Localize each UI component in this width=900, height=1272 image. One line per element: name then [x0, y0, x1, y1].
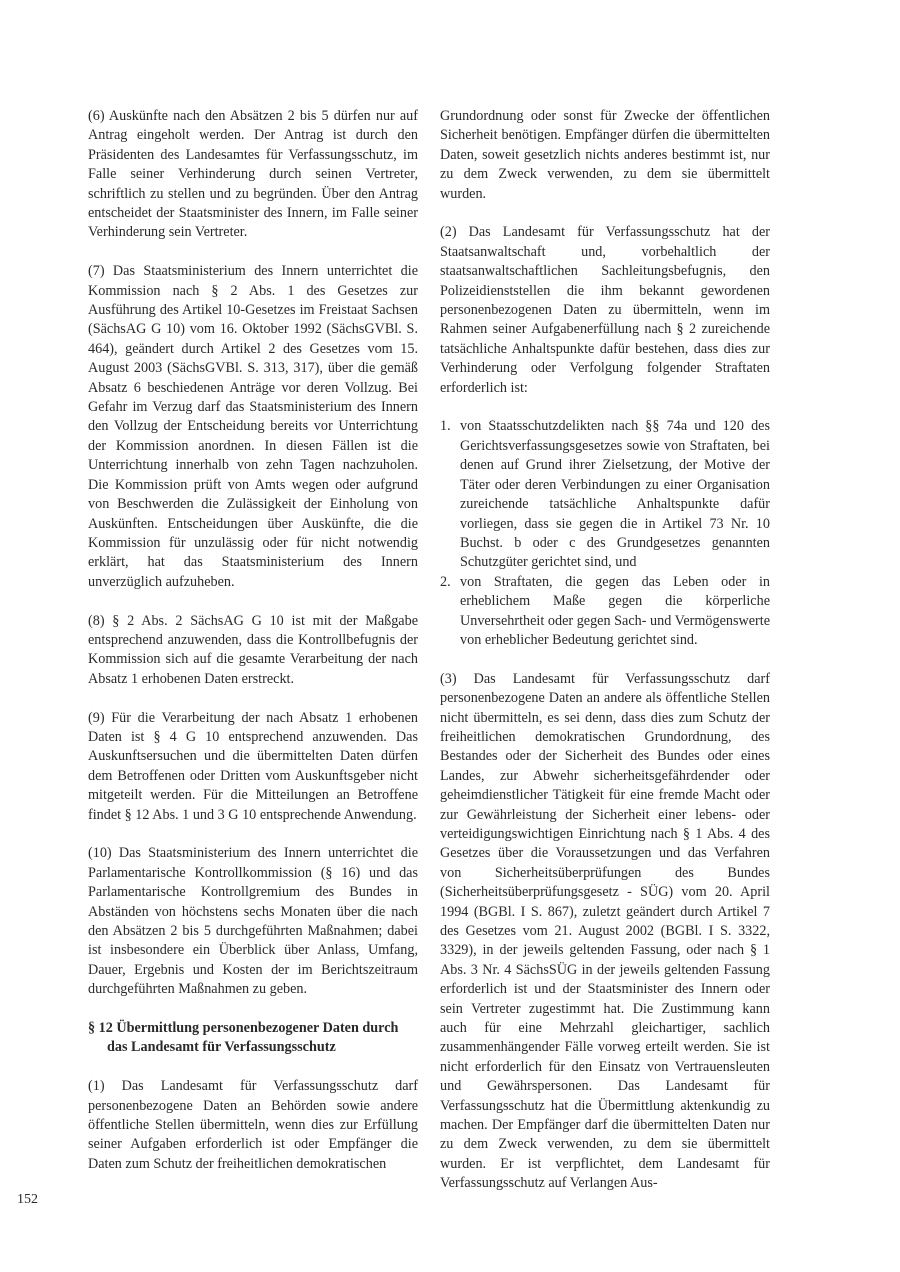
- section-12-paragraph-3: (3) Das Landesamt für Verfassungsschutz darf personenbezogene Daten an andere als öffentliche Stellen nicht übermitteln, es sei denn, dass dies zum Schutz der freiheitlichen demokratischen Grundordnung, des Bestandes oder der Sicherheit des Bundes oder eines Landes, zur Abwehr sicherheitsgefährdender oder geheimdienstlicher Tätigkeit für eine fremde Macht oder zur Gewährleistung der Sicherheit einer lebens- oder verteidigungswichtigen Einrichtung nach § 1 Abs. 4 des Gesetzes über die Voraussetzungen und das Verfahren von Sicherheitsüberprüfungen des Bundes (Sicherheitsüberprüfungsgesetz - SÜG) vom 20. April 1994 (BGBl. I S. 867), zuletzt geändert durch Artikel 7 des Gesetzes vom 21. August 2002 (BGBl. I S. 3322, 3329), in der jeweils geltenden Fassung, oder nach § 1 Abs. 3 Nr. 4 SächsSÜG in der jeweils geltenden Fassung erforderlich ist und der Staatsminister des Innern oder sein Vertreter zugestimmt hat. Die Zustimmung kann auch für eine Mehrzahl gleichartiger, sachlich zusammenhängender Fälle vorweg erteilt werden. Sie ist nicht erforderlich für den Einsatz von Vertrauensleuten und Gewährspersonen. Das Landesamt für Verfassungsschutz hat die Übermittlung aktenkundig zu machen. Der Empfänger darf die übermittelten Daten nur zu dem Zweck verwenden, zu dem sie übermittelt wurden. Er ist verpflichtet, dem Landesamt für Verfassungsschutz auf Verlangen Aus-: [440, 670, 770, 1192]
- section-12-paragraph-1-continued: Grundordnung oder sonst für Zwecke der öffentlichen Sicherheit benötigen. Empfänger dürfen die übermittelten Daten, soweit gesetzlich nichts anderes bestimmt ist, nur zu dem Zweck verwenden, zu dem sie übermittelt wurden.: [440, 108, 770, 202]
- list-item: [440, 417, 770, 572]
- paragraph-8: (8) § 2 Abs. 2 SächsAG G 10 ist mit der Maßgabe entsprechend anzuwenden, dass die Kontrollbefugnis der Kommission sich auf die gesamte Verarbeitung der nach Absatz 1 erhobenen Daten erstreckt.: [88, 612, 418, 687]
- paragraph-7: (7) Das Staatsministerium des Innern unterrichtet die Kommission nach § 2 Abs. 1 des Gesetzes zur Ausführung des Artikel 10-Gesetzes im Freistaat Sachsen (SächsAG G 10) vom 16. Oktober 1992 (SächsGVBl. S. 464), geändert durch Artikel 2 des Gesetzes vom 15. August 2003 (SächsGVBl. S. 313, 317), über die gemäß Absatz 6 beschiedenen Anträge vor deren Vollzug. Bei Gefahr im Verzug darf das Staatsministerium des Innern den Vollzug der Entscheidung bereits vor Unterrichtung der Kommission anordnen. In diesen Fällen ist die Unterrichtung innerhalb von zehn Tagen nachzuholen. Die Kommission prüft von Amts wegen oder aufgrund von Beschwerden die Zulässigkeit der Einholung von Auskünften. Entscheidungen über Auskünfte, die die Kommission für unzulässig oder für nicht notwendig erklärt, hat das Staatsministerium des Innern unverzüglich aufzuheben.: [88, 263, 418, 590]
- page-number: 152: [17, 1192, 38, 1207]
- paragraph-6: (6) Auskünfte nach den Absätzen 2 bis 5 dürfen nur auf Antrag eingeholt werden. Der Antrag ist durch den Präsidenten des Landesamtes für Verfassungsschutz, im Falle seiner Verhinderung durch seinen Vertreter, schriftlich zu stellen und zu begründen. Über den Antrag entscheidet der Staatsminister des Innern, im Falle seiner Verhinderung sein Vertreter.: [88, 108, 418, 241]
- list-item: [440, 573, 770, 651]
- paragraph-9: (9) Für die Verarbeitung der nach Absatz 1 erhobenen Daten ist § 4 G 10 entsprechend anzuwenden. Das Auskunftsersuchen und die übermittelten Daten dürfen dem Betroffenen oder Dritten vom Auskunftsgeber nicht mitgeteilt werden. Für die Mitteilungen an Betroffene findet § 12 Abs. 1 und 3 G 10 entsprechende Anwendung.: [88, 709, 418, 823]
- paragraph-10: (10) Das Staatsministerium des Innern unterrichtet die Parlamentarische Kontrollkommission (§ 16) und das Parlamentarische Kontrollgremium des Bundes in Abständen von höchstens sechs Monaten über die nach den Absätzen 2 bis 5 durchgeführten Maßnahmen; dabei ist insbesondere ein Überblick über Anlass, Umfang, Dauer, Ergebnis und Kosten der im Berichtszeitraum durchgeführten Maßnahmen zu geben.: [88, 845, 418, 998]
- section-12-heading: § 12 Übermittlung personenbezogener Daten durch das Landesamt für Verfassungsschutz: [88, 1020, 399, 1056]
- list-item-text: von Staatsschutzdelikten nach §§ 74a und 120 des Gerichtsverfassungsgesetzes sowie von Straftaten, bei denen auf Grund ihrer Zielsetzung, der Motive der Täter oder deren Verbindungen zu einer Organisation zureichende tatsächliche Anhaltspunkte dafür vorliegen, dass sie gegen die in Artikel 73 Nr. 10 Buchst. b oder c des Grundgesetzes genannten Schutzgüter gerichtet sind, und: [460, 418, 770, 571]
- list-item-number: 2.: [440, 573, 451, 590]
- section-12-paragraph-2: (2) Das Landesamt für Verfassungsschutz hat der Staatsanwaltschaft und, vorbehaltlich der staatsanwaltschaftlichen Sachleitungsbefugnis, den Polizeidienststellen die ihm bekannt gewordenen personenbezogenen Daten zu übermitteln, wenn im Rahmen seiner Aufgabenerfüllung nach § 2 zureichende tatsächliche Anhaltspunkte dafür bestehen, dass dies zur Verhinderung oder Verfolgung folgender Straftaten erforderlich ist:: [440, 224, 770, 396]
- left-column: [88, 107, 418, 1174]
- section-12-paragraph-1: (1) Das Landesamt für Verfassungsschutz darf personenbezogene Daten an Behörden sowie andere öffentliche Stellen übermitteln, wenn dies zur Erfüllung seiner Aufgaben erforderlich ist oder Empfänger die Daten zum Schutz der freiheitlichen demokratischen: [88, 1078, 418, 1172]
- list-item-number: 1.: [440, 418, 451, 435]
- right-column: [440, 107, 770, 1194]
- list-item-text: von Straftaten, die gegen das Leben oder in erheblichem Maße gegen die körperliche Unversehrtheit oder gegen Sach- und Vermögenswerte von erheblicher Bedeutung gerichtet sind.: [460, 573, 770, 648]
- offense-list: [440, 417, 770, 650]
